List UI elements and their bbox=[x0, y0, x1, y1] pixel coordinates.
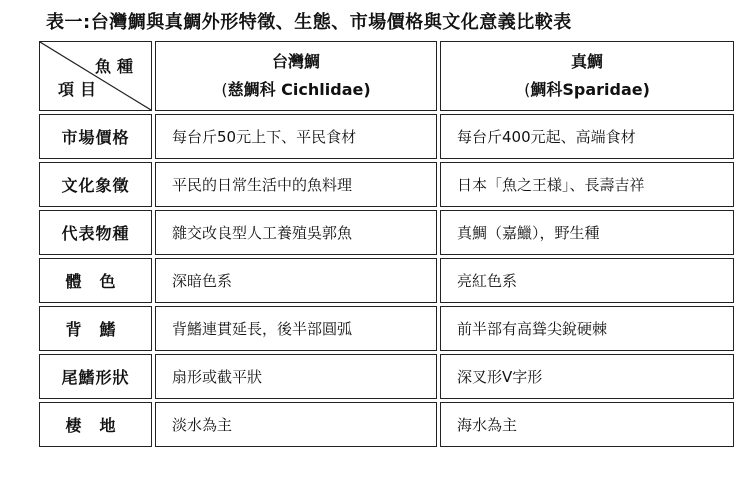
row-label: 文化象徵 bbox=[39, 162, 152, 207]
table-row bbox=[39, 258, 734, 303]
red-seabream-value: 海水為主 bbox=[440, 402, 734, 447]
column-name: 真鯛 bbox=[570, 52, 603, 71]
row-label: 棲地 bbox=[39, 402, 152, 447]
row-label: 背鰭 bbox=[39, 306, 152, 351]
red-seabream-value: 深叉形V字形 bbox=[440, 354, 734, 399]
column-name: 台灣鯛 bbox=[271, 52, 320, 71]
column-family-latin: Cichlidae) bbox=[275, 80, 371, 99]
red-seabream-value: 前半部有高聳尖銳硬棘 bbox=[440, 306, 734, 351]
tilapia-value: 扇形或截平狀 bbox=[155, 354, 437, 399]
tilapia-value: 淡水為主 bbox=[155, 402, 437, 447]
table-row bbox=[39, 210, 734, 255]
tilapia-value: 每台斤50元上下、平民食材 bbox=[155, 114, 437, 159]
red-seabream-value: 亮紅色系 bbox=[440, 258, 734, 303]
column-family-open: ( bbox=[524, 80, 531, 99]
header-row bbox=[39, 41, 734, 111]
table-row bbox=[39, 354, 734, 399]
column-family-open: ( bbox=[221, 80, 228, 99]
tilapia-value: 雜交改良型人工養殖吳郭魚 bbox=[155, 210, 437, 255]
column-family-name: 鯛科 bbox=[530, 80, 563, 99]
column-family-name: 慈鯛科 bbox=[227, 80, 276, 99]
column-family bbox=[156, 76, 436, 104]
corner-label-species: 魚種 bbox=[94, 57, 139, 76]
corner-header-cell bbox=[39, 41, 152, 111]
tilapia-value: 背鰭連貫延長，後半部圓弧 bbox=[155, 306, 437, 351]
column-header-tilapia bbox=[155, 41, 437, 111]
row-label: 代表物種 bbox=[39, 210, 152, 255]
column-family bbox=[441, 76, 733, 104]
tilapia-value: 深暗色系 bbox=[155, 258, 437, 303]
row-label: 尾鰭形狀 bbox=[39, 354, 152, 399]
tilapia-value: 平民的日常生活中的魚料理 bbox=[155, 162, 437, 207]
table-row bbox=[39, 306, 734, 351]
red-seabream-value: 真鯛（嘉鱲），野生種 bbox=[440, 210, 734, 255]
column-header-red-seabream bbox=[440, 41, 734, 111]
comparison-table bbox=[36, 38, 737, 450]
corner-label-item: 項目 bbox=[58, 80, 103, 99]
row-label: 體色 bbox=[39, 258, 152, 303]
red-seabream-value: 每台斤400元起、高端食材 bbox=[440, 114, 734, 159]
table-row bbox=[39, 402, 734, 447]
red-seabream-value: 日本「魚之王様」、長壽吉祥 bbox=[440, 162, 734, 207]
table-row bbox=[39, 114, 734, 159]
table-row bbox=[39, 162, 734, 207]
row-label: 市場價格 bbox=[39, 114, 152, 159]
table-title: 表一:台灣鯛與真鯛外形特徵、生態、市場價格與文化意義比較表 bbox=[46, 12, 572, 33]
column-family-latin: Sparidae) bbox=[562, 80, 650, 99]
